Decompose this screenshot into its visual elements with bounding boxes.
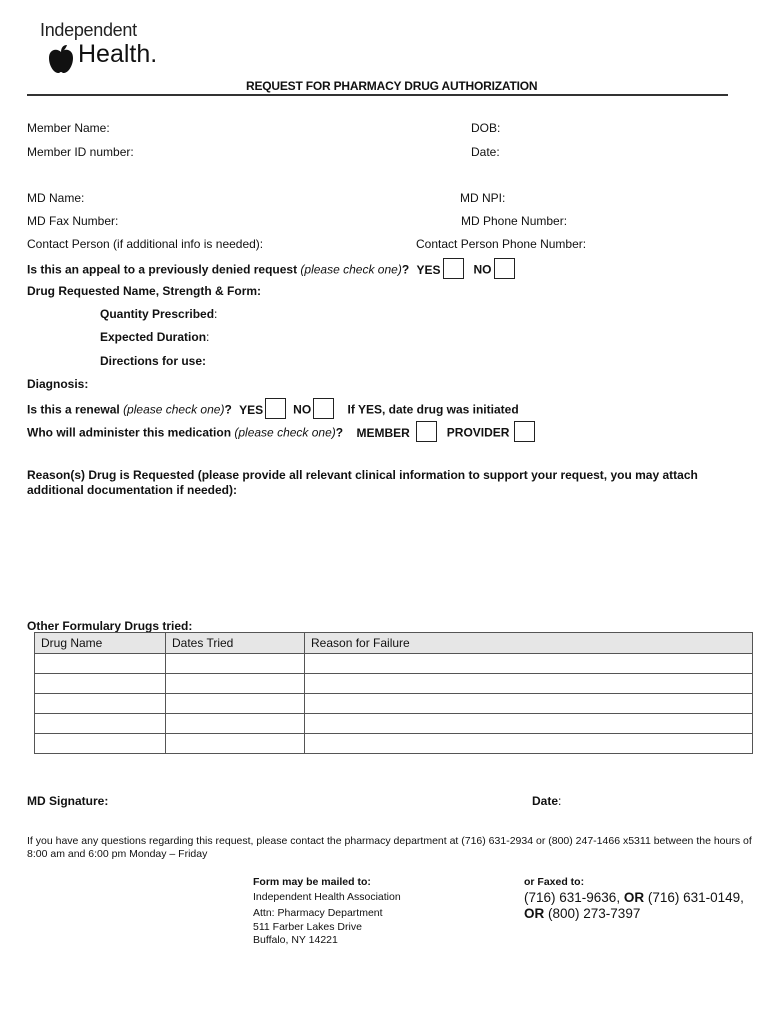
md-name-label: MD Name: <box>27 191 85 205</box>
appeal-question-text: Is this an appeal to a previously denied request <box>27 262 298 277</box>
fax-line1 <box>524 890 744 906</box>
expected-duration <box>100 330 209 344</box>
appeal-question <box>27 260 525 281</box>
quantity-label: Quantity Prescribed <box>100 307 215 321</box>
member-id-label: Member ID number: <box>27 145 134 159</box>
title-divider <box>27 94 728 96</box>
reason-cell[interactable] <box>305 674 753 694</box>
column-header-dates-tried: Dates Tried <box>166 633 305 654</box>
column-header-reason-for-failure: Reason for Failure <box>305 633 753 654</box>
appeal-no-label: NO <box>473 262 492 277</box>
drug-name-cell[interactable] <box>35 674 166 694</box>
administer-question <box>27 423 545 444</box>
administer-hint: (please check one) <box>234 425 336 440</box>
renewal-hint: (please check one) <box>123 402 225 417</box>
dates-tried-cell[interactable] <box>166 694 305 714</box>
reason-cell[interactable] <box>305 694 753 714</box>
appeal-yes-checkbox[interactable] <box>443 258 464 279</box>
signature-date-colon: : <box>558 794 562 808</box>
appeal-qmark: ? <box>401 262 410 277</box>
quantity-prescribed <box>100 307 217 321</box>
formulary-drugs-table <box>34 632 753 754</box>
dates-tried-cell[interactable] <box>166 714 305 734</box>
renewal-qmark: ? <box>224 402 232 417</box>
contact-person-label: Contact Person (if additional info is needed): <box>27 237 264 251</box>
renewal-question <box>27 400 519 421</box>
column-header-drug-name: Drug Name <box>35 633 166 654</box>
duration-colon: : <box>206 330 210 344</box>
mail-line3: 511 Farber Lakes Drive <box>253 920 362 933</box>
logo-text-line1: Independent <box>40 20 137 40</box>
fax-number-1: (716) 631-9636, <box>524 889 621 905</box>
appeal-no-checkbox[interactable] <box>494 258 515 279</box>
renewal-no-checkbox[interactable] <box>313 398 334 419</box>
contact-note: If you have any questions regarding this request, please contact the pharmacy department at (716) 631-2934 or (800) 247-1466 x5311 between the hours of 8:00 am and 6:00 pm Monday – Friday <box>27 835 752 860</box>
administer-member-label: MEMBER <box>356 425 410 440</box>
reason-requested-label: Reason(s) Drug is Requested (please provide all relevant clinical information to support your request, you may attach additional documentation if needed): <box>27 468 698 497</box>
mail-line4: Buffalo, NY 14221 <box>253 934 338 946</box>
date-label: Date: <box>471 145 500 159</box>
logo-text-line2: Health. <box>78 40 158 68</box>
drug-requested-label: Drug Requested Name, Strength & Form: <box>27 284 262 298</box>
fax-or-2: OR <box>524 905 545 921</box>
table-row <box>35 674 753 694</box>
mail-line2: Attn: Pharmacy Department <box>253 907 383 919</box>
member-name-label: Member Name: <box>27 121 110 135</box>
mail-heading: Form may be mailed to: <box>253 876 371 888</box>
fax-heading: or Faxed to: <box>524 876 585 888</box>
directions-label: Directions for use: <box>100 354 207 368</box>
dates-tried-cell[interactable] <box>166 734 305 754</box>
md-npi-label: MD NPI: <box>460 191 506 205</box>
renewal-question-text: Is this a renewal <box>27 402 120 417</box>
fax-or-1: OR <box>623 889 645 905</box>
renewal-no-label: NO <box>293 402 312 417</box>
table-row <box>35 654 753 674</box>
drug-name-cell[interactable] <box>35 714 166 734</box>
administer-question-text: Who will administer this medication <box>27 425 232 440</box>
md-signature-label: MD Signature: <box>27 794 109 808</box>
table-row <box>35 734 753 754</box>
mail-line1: Independent Health Association <box>253 890 401 903</box>
dates-tried-cell[interactable] <box>166 654 305 674</box>
appeal-yes-label: YES <box>416 262 441 277</box>
dates-tried-cell[interactable] <box>166 674 305 694</box>
drug-name-cell[interactable] <box>35 694 166 714</box>
dob-label: DOB: <box>471 121 501 135</box>
duration-label: Expected Duration <box>100 330 207 344</box>
reason-cell[interactable] <box>305 714 753 734</box>
renewal-if-yes: If YES, date drug was initiated <box>347 402 519 417</box>
form-title: REQUEST FOR PHARMACY DRUG AUTHORIZATION <box>246 79 538 93</box>
md-fax-label: MD Fax Number: <box>27 214 119 228</box>
apple-icon <box>47 44 75 74</box>
administer-provider-checkbox[interactable] <box>514 421 535 442</box>
reason-cell[interactable] <box>305 734 753 754</box>
fax-line2 <box>524 906 744 922</box>
drug-name-cell[interactable] <box>35 734 166 754</box>
md-phone-label: MD Phone Number: <box>461 214 568 228</box>
drug-name-cell[interactable] <box>35 654 166 674</box>
mail-address-block <box>253 876 401 948</box>
formulary-label: Other Formulary Drugs tried: <box>27 619 193 633</box>
appeal-hint: (please check one) <box>300 262 402 277</box>
fax-number-2: (716) 631-0149, <box>647 889 744 905</box>
quantity-colon: : <box>214 307 218 321</box>
signature-date <box>532 794 561 808</box>
administer-member-checkbox[interactable] <box>416 421 437 442</box>
renewal-yes-checkbox[interactable] <box>265 398 286 419</box>
contact-phone-label: Contact Person Phone Number: <box>416 237 587 251</box>
signature-date-label: Date <box>532 794 559 808</box>
administer-qmark: ? <box>335 425 344 440</box>
renewal-yes-label: YES <box>239 402 264 417</box>
table-row <box>35 714 753 734</box>
administer-provider-label: PROVIDER <box>446 425 510 440</box>
table-header-row <box>35 633 753 654</box>
fax-block <box>524 876 744 922</box>
fax-number-3: (800) 273-7397 <box>548 905 641 921</box>
table-row <box>35 694 753 714</box>
reason-cell[interactable] <box>305 654 753 674</box>
diagnosis-label: Diagnosis: <box>27 377 89 391</box>
